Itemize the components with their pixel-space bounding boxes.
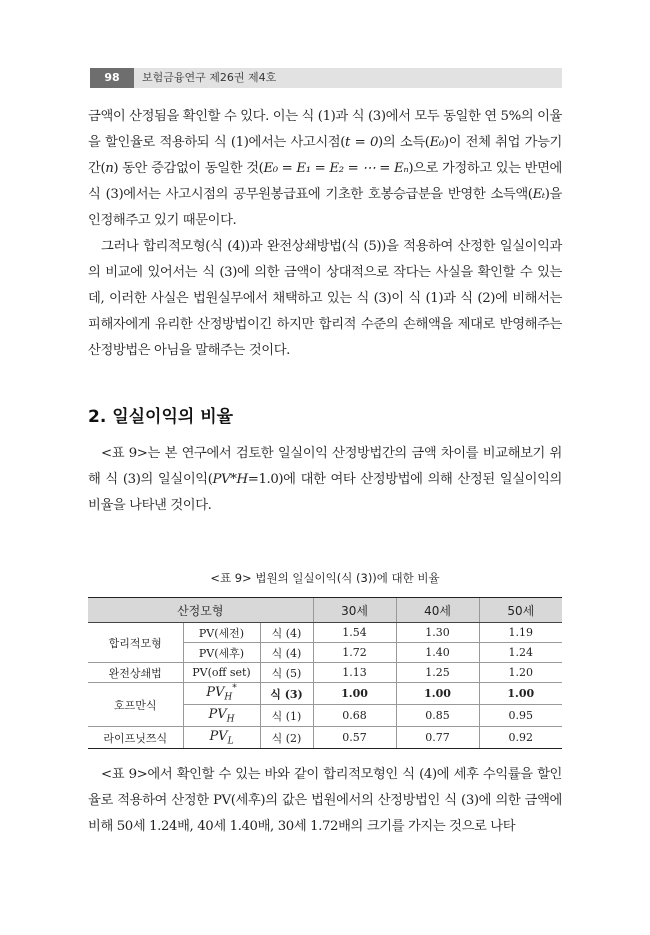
paragraph-4: <표 9>에서 확인할 수 있는 바와 같이 합리적모형인 식 (4)에 세후 수익률을 할인율로 적용하여 산정한 PV(세후)의 값은 법원에서의 산정방법인 식 (3)에 의한 금액에 비해 50세 1.24배, 40세 1.40배, 30세 1.72배의 크기를 가지는 것으로 나타 [88,767,562,834]
method-cell [183,683,260,705]
value-cell: 1.00 [313,683,396,705]
eq-cell: 식 (4) [260,643,313,663]
group-cell: 완전상쇄법 [88,663,183,683]
method-cell [183,727,260,749]
page-number: 98 [90,68,134,88]
table-caption: <표 9> 법원의 일실이익(식 (3))에 대한 비율 [210,571,440,585]
value-cell: 1.25 [396,663,479,683]
method-cell: PV(세후) [183,643,260,663]
table-row [88,663,562,683]
body-text-3 [88,762,562,840]
value-cell: 1.40 [396,643,479,663]
eq-cell: 식 (5) [260,663,313,683]
group-cell: 라이프닛쯔식 [88,727,183,749]
value-cell: 1.72 [313,643,396,663]
method-cell: PV(세전) [183,623,260,643]
pv-h-star: $PV_H^*$ [206,684,237,703]
value-cell: 0.57 [313,727,396,749]
table-header-row [88,598,562,623]
value-cell: 1.30 [396,623,479,643]
body-text-1 [88,104,562,364]
paragraph-1: 금액이 산정됨을 확인할 수 있다. 이는 식 (1)과 식 (3)에서 모두 동일한 연 5%의 이율을 할인율로 적용하되 식 (1)에서는 사고시점(t = 0)의 소득(E₀)이 전체 취업 가능기간(n) 동안 증감없이 동일한 것(E₀ = E₁ = E₂ = ⋯ = Eₙ)으로 가정하고 있는 반면에 식 (3)에서는 사고시점의 공무원봉급표에 기초한 호봉승급분을 반영한 소득액(Eₜ)을 인정해주고 있기 때문이다. [88,109,562,228]
value-cell: 0.68 [313,705,396,727]
value-cell: 0.92 [479,727,562,749]
eq-cell: 식 (3) [260,683,313,705]
pv-h: $PV_H$ [208,706,235,725]
body-text-2 [88,441,562,519]
value-cell: 1.19 [479,623,562,643]
col-header-model: 산정모형 [88,598,313,623]
pv-l: $PV_L$ [209,728,234,747]
section-title: 2. 일실이익의 비율 [88,407,234,427]
group-cell: 합리적모형 [88,623,183,663]
paragraph-2: 그러나 합리적모형(식 (4))과 완전상쇄방법(식 (5))을 적용하여 산정한 일실이익과의 비교에 있어서는 식 (3)에 의한 금액이 상대적으로 작다는 사실을 확인할 수 있는데, 이러한 사실은 법원실무에서 채택하고 있는 식 (3)이 식 (1)과 식 (2)에 비해서는 피해자에게 유리한 산정방법이긴 하지만 합리적 수준의 손해액을 제대로 반영해주는 산정방법은 아님을 말해주는 것이다. [88,239,562,358]
value-cell: 1.24 [479,643,562,663]
method-cell: PV(off set) [183,663,260,683]
eq-cell: 식 (4) [260,623,313,643]
table-row [88,623,562,643]
group-cell: 호프만식 [88,683,183,727]
col-header-50: 50세 [479,598,562,623]
value-cell: 1.54 [313,623,396,643]
paragraph-3: <표 9>는 본 연구에서 검토한 일실이익 산정방법간의 금액 차이를 비교해보기 위해 식 (3)의 일실이익(PV*H=1.0)에 대한 여타 산정방법에 의해 산정된 일실이익의 비율을 나타낸 것이다. [88,446,562,513]
value-cell: 0.85 [396,705,479,727]
running-header [90,68,562,88]
eq-cell: 식 (1) [260,705,313,727]
table-row [88,727,562,749]
col-header-30: 30세 [313,598,396,623]
method-cell [183,705,260,727]
value-cell: 0.77 [396,727,479,749]
col-header-40: 40세 [396,598,479,623]
eq-cell: 식 (2) [260,727,313,749]
value-cell: 1.20 [479,663,562,683]
table-row [88,683,562,705]
value-cell: 1.13 [313,663,396,683]
value-cell: 0.95 [479,705,562,727]
ratio-table [88,597,562,749]
value-cell: 1.00 [396,683,479,705]
journal-title: 보험금융연구 제26권 제4호 [142,71,277,84]
value-cell: 1.00 [479,683,562,705]
